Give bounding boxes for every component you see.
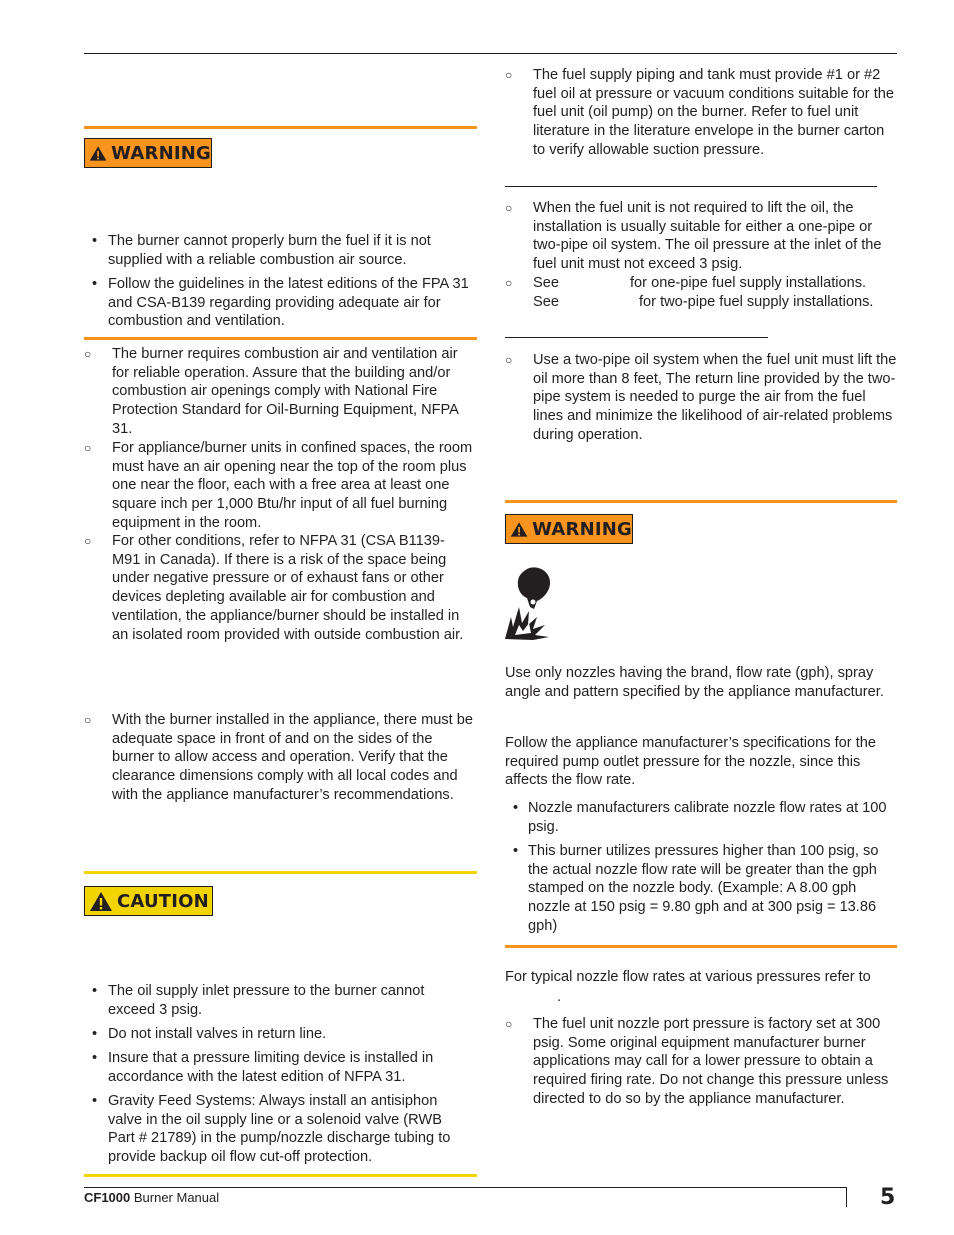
warning-triangle-icon (89, 143, 107, 164)
circle-marker: ○ (84, 534, 92, 548)
caution-triangle-icon (89, 891, 113, 912)
footer-divider (846, 1187, 847, 1207)
circle-marker: ○ (505, 276, 513, 290)
warning-label: WARNING (532, 518, 632, 540)
circle-marker: ○ (84, 347, 92, 361)
list-item-text: Do not install valves in return line. (108, 1026, 327, 1042)
caution-bottom-bar (84, 1174, 477, 1177)
circle-marker: ○ (84, 713, 92, 727)
list-item-text: The fuel unit nozzle port pressure is factory set at 300 psig. Some original equipment manufacturer burner applications may call for a lower pressure to obtain a required firing rate. Do not change this pressure unless directed to do so by the appliance manufacturer. (533, 1016, 889, 1107)
list-item-text: The fuel supply piping and tank must provide #1 or #2 fuel oil at pressure or vacuum conditions suitable for the fuel unit (oil pump) on the burner. Refer to fuel unit literature in the literature envelope in the burner carton to verify allowable suction pressure. (533, 67, 894, 158)
see-one-text: for one-pipe fuel supply installations. (630, 275, 867, 291)
list-item (505, 1015, 897, 1130)
list-item-text: For appliance/burner units in confined spaces, the room must have an air opening near the top of the room plus one near the floor, each with a free area at least one square inch per 1,000 Btu/hr input of all fuel burning equipment in the room. (112, 440, 473, 531)
nozzle-paragraph-1: Use only nozzles having the brand, flow rate (gph), spray angle and pattern specified by the appliance manufacturer. (505, 665, 884, 700)
list-item (513, 842, 897, 938)
list-item (84, 439, 477, 534)
explosion-hazard-icon (503, 565, 553, 641)
list-item-text: With the burner installed in the appliance, there must be adequate space in front of and on the sides of the burner to allow access and operation. Verify that the clearance dimensions comply with all local codes and with the appliance manufacturer’s recommendations. (112, 712, 473, 803)
caution-top-bar (84, 871, 477, 874)
bullet-marker: • (92, 1093, 98, 1109)
list-item-text: The burner cannot properly burn the fuel if it is not supplied with a reliable combustion air source. (108, 233, 431, 268)
list-item (513, 799, 897, 839)
list-item-text: For other conditions, refer to NFPA 31 (CSA B1139-M91 in Canada). If there is a risk of the space being under negative pressure or of exhaust fans or other devices depleting available air for combustion and ventilation, the appliance/burner should be installed in an isolated room provided with outside combustion air. (112, 533, 464, 643)
circle-marker: ○ (505, 201, 513, 215)
list-item (505, 66, 897, 162)
header-rule (84, 53, 897, 54)
warning-top-bar (505, 500, 897, 503)
list-item-text: This burner utilizes pressures higher than 100 psig, so the actual nozzle flow rate will be greater than the gph stamped on the nozzle body. (Example: A 8.00 gph nozzle at 150 psig = 9.80 gph and at 300 psig = 13.86 gph) (528, 843, 879, 934)
list-item-text: Follow the guidelines in the latest editions of the FPA 31 and CSA-B139 regarding providing adequate air for combustion and ventilation. (108, 276, 469, 330)
list-item-text: Gravity Feed Systems: Always install an antisiphon valve in the oil supply line or a solenoid valve (RWB Part # 21789) in the pump/nozzle discharge tubing to provide backup oil flow cut-off protection. (108, 1093, 451, 1166)
list-item-text: Use a two-pipe oil system when the fuel unit must lift the oil more than 8 feet, The return line provided by the two-pipe system is needed to purge the air from the fuel lines and minimize the likelihood of air-related problems during operation. (533, 352, 897, 443)
footer-title (84, 1190, 219, 1205)
list-item-text: The oil supply inlet pressure to the burner cannot exceed 3 psig. (108, 983, 425, 1018)
list-item (505, 199, 897, 277)
nozzle-paragraph-2: Follow the appliance manufacturer’s specifications for the required pump outlet pressure for the nozzle, since this affects the flow rate. (505, 735, 876, 789)
warning-badge (505, 514, 633, 544)
list-item (92, 1049, 477, 1089)
list-item (84, 345, 477, 440)
list-item (84, 711, 477, 826)
list-item (92, 1025, 477, 1045)
bullet-marker: • (92, 983, 98, 999)
caution-label: CAUTION (117, 890, 209, 912)
footer-model: CF1000 (84, 1190, 131, 1205)
bullet-marker: • (513, 843, 519, 859)
list-item (505, 351, 897, 447)
section-rule (505, 186, 877, 187)
circle-marker: ○ (84, 441, 92, 455)
warning-bottom-bar (84, 337, 477, 340)
page-number: 5 (880, 1185, 896, 1210)
bullet-marker: • (92, 276, 98, 292)
list-item (92, 232, 477, 272)
section-rule (505, 337, 768, 338)
list-item (92, 1092, 477, 1170)
list-item-text: When the fuel unit is not required to lift the oil, the installation is usually suitable for either a one-pipe or two-pipe oil system. The oil pressure at the inlet of the fuel unit must not exceed 3 psig. (533, 200, 882, 273)
typical-rates-end: . (557, 989, 562, 1005)
bullet-marker: • (513, 800, 519, 816)
bullet-marker: • (92, 1050, 98, 1066)
footer-rule (84, 1187, 846, 1188)
circle-marker: ○ (505, 68, 513, 82)
see-one-label: See (533, 275, 559, 291)
list-item (92, 275, 477, 333)
list-item (84, 532, 477, 666)
footer-manual-title: Burner Manual (130, 1190, 220, 1205)
warning-badge (84, 138, 212, 168)
circle-marker: ○ (505, 1017, 513, 1031)
see-two-text: for two-pipe fuel supply installations. (639, 294, 874, 310)
list-item-text: Nozzle manufacturers calibrate nozzle flow rates at 100 psig. (528, 800, 887, 835)
caution-badge (84, 886, 213, 916)
list-item-text: Insure that a pressure limiting device is installed in accordance with the latest edition of NFPA 31. (108, 1050, 434, 1085)
circle-marker: ○ (505, 353, 513, 367)
list-item (505, 274, 897, 314)
warning-label: WARNING (111, 142, 211, 164)
bullet-marker: • (92, 1026, 98, 1042)
warning-triangle-icon (510, 519, 528, 540)
warning-bottom-bar (505, 945, 897, 948)
bullet-marker: • (92, 233, 98, 249)
see-two-label: See (533, 294, 559, 310)
typical-rates-line: For typical nozzle flow rates at various pressures refer to (505, 969, 871, 985)
list-item (92, 982, 477, 1022)
warning-top-bar (84, 126, 477, 129)
list-item-text: The burner requires combustion air and ventilation air for reliable operation. Assure that the building and/or combustion air openings comply with National Fire Protection Standard for Oil-Burning Equipment, NFPA 31. (112, 346, 459, 437)
